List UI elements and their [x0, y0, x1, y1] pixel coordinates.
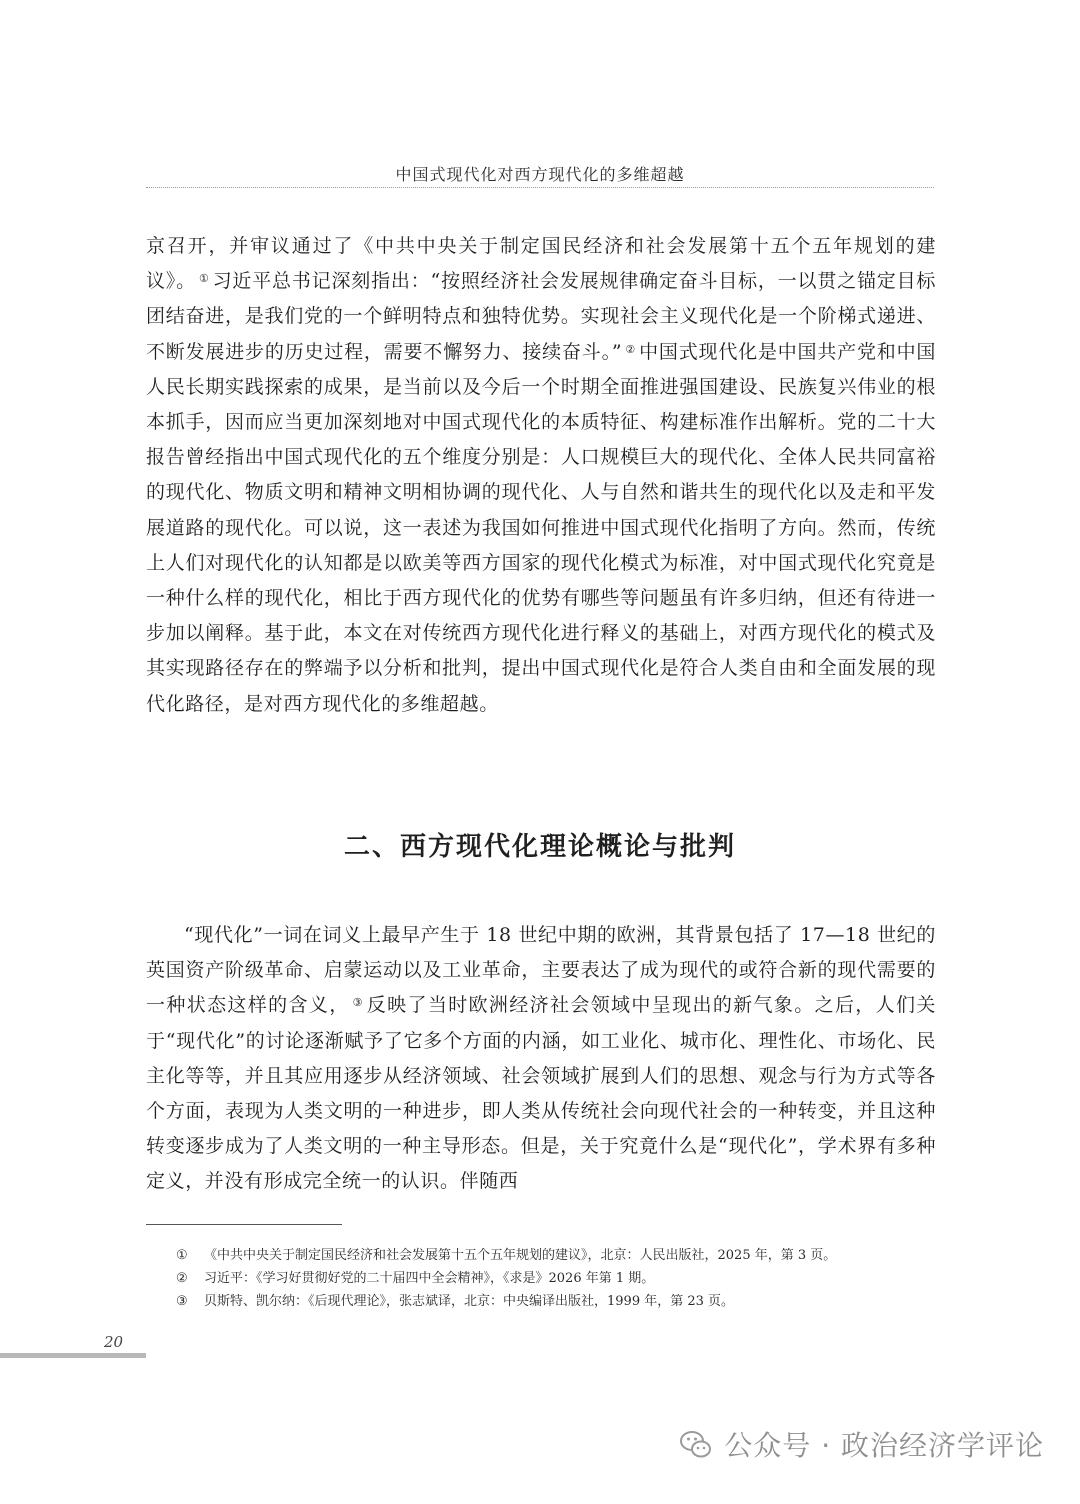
para1-text-b: 习近平总书记深刻指出：“按照经济社会发展规律确定奋斗目标，一以贯之锚定目标团结奋进，是我们党的一个鲜明特点和独特优势。实现社会主义现代化是一个阶梯式递进、不断发展进步的历史过程，需要不懈努力、接续奋斗。”: [146, 270, 936, 363]
footnote-text: 贝斯特、凯尔纳：《后现代理论》，张志斌译，北京：中央编译出版社，1999 年，第 23 页。: [204, 1294, 735, 1309]
watermark: [678, 1424, 1044, 1464]
page-number: 20: [104, 1333, 124, 1351]
footnote-ref-3[interactable]: ③: [352, 996, 364, 1010]
page-number-bar: [0, 1353, 146, 1358]
header-divider: [146, 187, 934, 188]
footnote-ref-2[interactable]: ②: [625, 342, 637, 356]
footnote-3: [176, 1290, 936, 1313]
body-paragraph-1: [146, 229, 936, 722]
running-title: 中国式现代化对西方现代化的多维超越: [395, 165, 685, 184]
para1-text-c: 中国式现代化是中国共产党和中国人民长期实践探索的成果，是当前以及今后一个时期全面推进强国建设、民族复兴伟业的根本抓手，因而应当更加深刻地对中国式现代化的本质特征、构建标准作出解析。党的二十大报告曾经指出中国式现代化的五个维度分别是：人口规模巨大的现代化、全体人民共同富裕的现代化、物质文明和精神文明相协调的现代化、人与自然和谐共生的现代化以及走和平发展道路的现代化。可以说，这一表述为我国如何推进中国式现代化指明了方向。然而，传统上人们对现代化的认知都是以欧美等西方国家的现代化模式为标准，对中国式现代化究竟是一种什么样的现代化，相比于西方现代化的优势有哪些等问题虽有许多归纳，但还有待进一步加以阐释。基于此，本文在对传统西方现代化进行释义的基础上，对西方现代化的模式及其实现路径存在的弊端予以分析和批判，提出中国式现代化是符合人类自由和全面发展的现代化路径，是对西方现代化的多维超越。: [146, 340, 936, 715]
footnote-1: [176, 1244, 936, 1267]
section-heading: 二、西方现代化理论概论与批判: [343, 832, 736, 862]
para2-text-b: 反映了当时欧洲经济社会领域中呈现出的新气象。之后，人们关于“现代化”的讨论逐渐赋予了它多个方面的内涵，如工业化、城市化、理性化、市场化、民主化等等，并且其应用逐步从经济领域、社会领域扩展到人们的思想、观念与行为方式等各个方面，表现为人类文明的一种进步，即人类从传统社会向现代社会的一种转变，并且这种转变逐步成为了人类文明的一种主导形态。但是，关于究竟什么是“现代化”，学术界有多种定义，并没有形成完全统一的认识。伴随西: [146, 994, 936, 1193]
para1-text-a: 京召开，并审议通过了《中共中央关于制定国民经济和社会发展第十五个五年规划的建议》。: [146, 235, 936, 293]
footnotes: [176, 1244, 936, 1313]
footnote-text: 《中共中央关于制定国民经济和社会发展第十五个五年规划的建议》，北京：人民出版社，2025 年，第 3 页。: [204, 1248, 837, 1263]
body-paragraph-2: [146, 918, 936, 1200]
footnote-ref-1[interactable]: ①: [198, 272, 210, 286]
footnote-mark: ②: [176, 1271, 188, 1286]
watermark-text: 公众号 · 政治经济学评论: [724, 1429, 1044, 1462]
para2-text-a: “现代化”一词在词义上最早产生于 18 世纪中期的欧洲，其背景包括了 17—18 世纪的英国资产阶级革命、启蒙运动以及工业革命，主要表达了成为现代的或符合新的现代需要的一种状态这样的含义，: [146, 924, 936, 1017]
wechat-logo-icon: [678, 1426, 714, 1462]
footnote-text: 习近平：《学习好贯彻好党的二十届四中全会精神》，《求是》2026 年第 1 期。: [204, 1271, 655, 1286]
footnote-mark: ③: [176, 1294, 188, 1309]
footnote-divider: [146, 1224, 342, 1225]
footnote-2: [176, 1267, 936, 1290]
footnote-mark: ①: [176, 1248, 188, 1263]
